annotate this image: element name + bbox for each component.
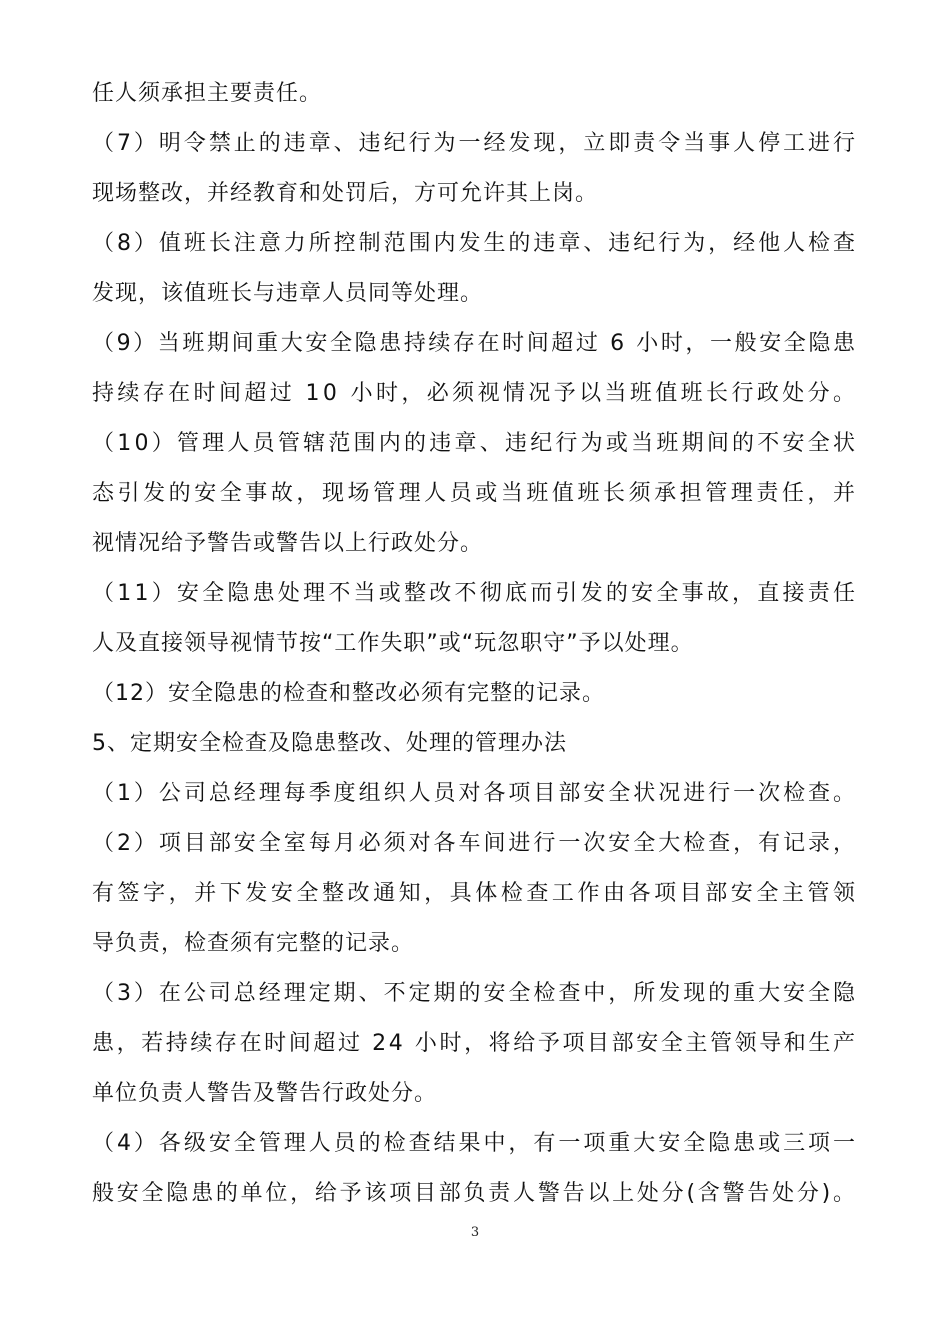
text-line: （9）当班期间重大安全隐患持续存在时间超过 6 小时，一般安全隐患 <box>92 331 858 356</box>
text-line: 发现，该值班长与违章人员同等处理。 <box>92 281 484 306</box>
page-number: 3 <box>470 1225 480 1240</box>
text-line: 般安全隐患的单位，给予该项目部负责人警告以上处分(含警告处分)。 <box>92 1181 858 1206</box>
text-line: 单位负责人警告及警告行政处分。 <box>92 1081 438 1106</box>
text-line: （10）管理人员管辖范围内的违章、违纪行为或当班期间的不安全状 <box>92 431 859 456</box>
text-line: 视情况给予警告或警告以上行政处分。 <box>92 531 484 556</box>
text-line: 有签字，并下发安全整改通知，具体检查工作由各项目部安全主管领 <box>92 881 859 906</box>
text-line: （4）各级安全管理人员的检查结果中，有一项重大安全隐患或三项一 <box>92 1131 858 1156</box>
text-line: （12）安全隐患的检查和整改必须有完整的记录。 <box>92 681 605 706</box>
text-line: 任人须承担主要责任。 <box>92 81 323 106</box>
text-line: （1）公司总经理每季度组织人员对各项目部安全状况进行一次检查。 <box>92 781 858 806</box>
section-heading: 5、定期安全检查及隐患整改、处理的管理办法 <box>92 731 567 756</box>
text-line: 患，若持续存在时间超过 24 小时，将给予项目部安全主管领导和生产 <box>92 1031 858 1056</box>
text-line: （7）明令禁止的违章、违纪行为一经发现，立即责令当事人停工进行 <box>92 131 858 156</box>
text-line: （2）项目部安全室每月必须对各车间进行一次安全大检查，有记录， <box>92 831 858 856</box>
text-line: 人及直接领导视情节按“工作失职”或“玩忽职守”予以处理。 <box>92 631 694 656</box>
text-line: 导负责，检查须有完整的记录。 <box>92 931 415 956</box>
text-line: （8）值班长注意力所控制范围内发生的违章、违纪行为，经他人检查 <box>92 231 858 256</box>
text-line: （3）在公司总经理定期、不定期的安全检查中，所发现的重大安全隐 <box>92 981 858 1006</box>
text-line: 态引发的安全事故，现场管理人员或当班值班长须承担管理责任，并 <box>92 481 859 506</box>
text-line: （11）安全隐患处理不当或整改不彻底而引发的安全事故，直接责任 <box>92 581 859 606</box>
text-line: 现场整改，并经教育和处罚后，方可允许其上岗。 <box>92 181 599 206</box>
text-line: 持续存在时间超过 10 小时，必须视情况予以当班值班长行政处分。 <box>92 381 859 406</box>
